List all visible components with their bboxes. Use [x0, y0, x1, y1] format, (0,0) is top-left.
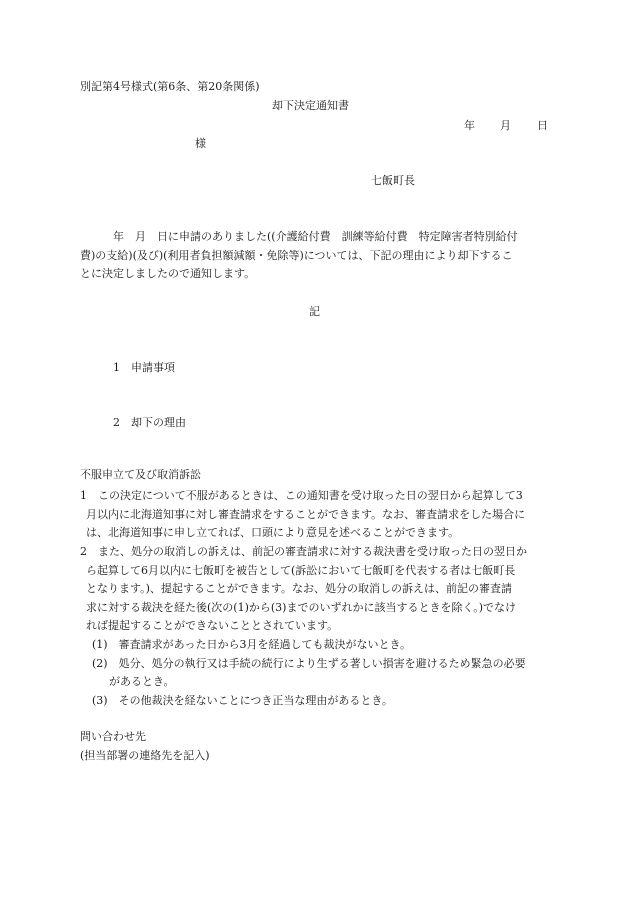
- contact-heading: 問い合わせ先: [80, 730, 146, 743]
- body-line: 年 月 日に申請のありました((介護給付費 訓練等給付費 特定障害者特別給付: [102, 230, 518, 243]
- document-title: 却下決定通知書: [272, 99, 349, 112]
- appeal-line: 求に対する裁決を経た後(次の(1)から(3)までのいずれかに該当するときを除く。)でなけ: [86, 600, 517, 614]
- date-year: 年: [464, 119, 475, 132]
- item-application: 1 申請事項: [113, 361, 175, 374]
- appeal-line: となります。)、提起することができます。なお、処分の取消しの訴えは、前記の審査請: [86, 582, 513, 595]
- appeal-line: は、北海道知事に申し立てれば、口頭により意見を述べることができます。: [86, 526, 460, 539]
- appeal-subitem-3: (3) その他裁決を経ないことにつき正当な理由があるとき。: [92, 693, 393, 707]
- appeal-heading: 不服申立て及び取消訴訟: [80, 468, 201, 481]
- body-line: 費)の支給)(及び)(利用者負担額減額・免除等)については、下記の理由により却下するこ: [80, 248, 513, 262]
- date-day: 日: [537, 119, 548, 132]
- item-rejection-reason: 2 却下の理由: [113, 416, 186, 429]
- body-line: とに決定しましたので通知します。: [80, 267, 256, 280]
- appeal-paragraph-1: [80, 487, 525, 543]
- appeal-subitem-2: (2) 処分、処分の執行又は手続の続行により生ずる著しい損害を避けるため緊急の必要: [92, 656, 526, 670]
- body-paragraph: [80, 228, 518, 284]
- appeal-subitem-1: (1) 審査請求があった日から3月を経過しても裁決がないとき。: [92, 638, 412, 651]
- appeal-subitems: [92, 636, 526, 710]
- ki-marker: 記: [309, 305, 320, 318]
- appeal-line: 2 また、処分の取消しの訴えは、前記の審査請求に対する裁決書を受け取った日の翌日か: [80, 545, 527, 558]
- contact-note: (担当部署の連絡先を記入): [80, 749, 210, 762]
- issuer: 七飯町長: [371, 174, 415, 187]
- form-label: 別記第4号様式(第6条、第20条関係): [80, 80, 260, 93]
- appeal-line: ら起算して6月以内に七飯町を被告として(訴訟において七飯町を代表する者は七飯町長: [86, 563, 516, 577]
- appeal-subitem-2-cont: があるとき。: [109, 675, 175, 688]
- addressee-suffix: 様: [195, 137, 206, 150]
- appeal-paragraph-2: [80, 543, 527, 636]
- appeal-line: れば提起することができないこととされています。: [86, 619, 339, 632]
- date-month: 月: [500, 119, 511, 132]
- appeal-line: 1 この決定について不服があるときは、この通知書を受け取った日の翌日から起算して3: [80, 489, 523, 502]
- appeal-line: 月以内に北海道知事に対し審査請求をすることができます。なお、審査請求をした場合に: [86, 507, 526, 521]
